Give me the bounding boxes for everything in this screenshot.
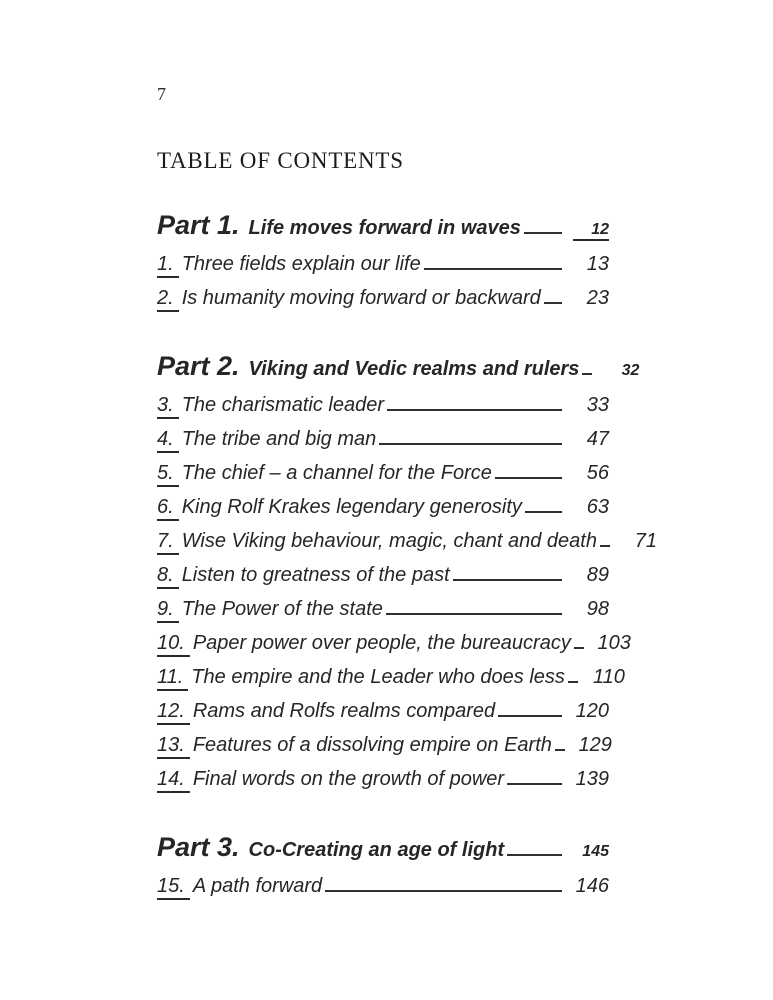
- entry-title: The chief – a channel for the Force: [181, 462, 492, 484]
- entry-title: Is humanity moving forward or backward: [181, 287, 541, 309]
- toc-entry[interactable]: [157, 598, 609, 621]
- entry-title: Rams and Rolfs realms compared: [192, 700, 496, 722]
- entry-page-number: 33: [586, 394, 609, 416]
- leader-line: [555, 749, 565, 751]
- entry-number: 7.: [157, 530, 179, 555]
- part-page-number: 145: [582, 843, 609, 860]
- leader-line: [582, 373, 592, 375]
- part-label: Part 2.: [157, 351, 240, 381]
- entry-page-number: 13: [586, 253, 609, 275]
- toc-entry[interactable]: [157, 768, 609, 791]
- entry-number: 5.: [157, 462, 179, 487]
- entry-page-number: 110: [593, 666, 625, 688]
- leader-line: [498, 715, 562, 717]
- entry-title: Three fields explain our life: [181, 253, 421, 275]
- entry-number: 2.: [157, 287, 179, 312]
- entry-page-number: 63: [586, 496, 609, 518]
- entry-page-number: 47: [586, 428, 609, 450]
- leader-line: [495, 477, 562, 479]
- part-label: Part 3.: [157, 832, 240, 862]
- leader-line: [574, 647, 584, 649]
- toc-part-heading[interactable]: [157, 832, 609, 864]
- entry-page-number: 98: [586, 598, 609, 620]
- entry-number: 8.: [157, 564, 179, 589]
- leader-line: [386, 613, 562, 615]
- entry-number: 14.: [157, 768, 190, 793]
- page-content: [157, 84, 657, 898]
- toc-entry[interactable]: [157, 462, 609, 485]
- entry-page-number: 56: [586, 462, 609, 484]
- toc-entry[interactable]: [157, 700, 609, 723]
- toc-entry[interactable]: [157, 632, 631, 655]
- entry-title: The tribe and big man: [181, 428, 377, 450]
- leader-line: [424, 268, 562, 270]
- entry-page-number: 103: [597, 632, 631, 654]
- entry-title: King Rolf Krakes legendary generosity: [181, 496, 522, 518]
- toc-entry[interactable]: [157, 253, 609, 276]
- entry-number: 12.: [157, 700, 190, 725]
- part-title: Life moves forward in waves: [248, 217, 521, 239]
- entry-page-number: 120: [575, 700, 609, 722]
- entry-page-number: 139: [575, 768, 609, 790]
- toc-entry[interactable]: [157, 496, 609, 519]
- toc-part-heading[interactable]: [157, 351, 640, 383]
- entry-page-number: 23: [586, 287, 609, 309]
- leader-line: [568, 681, 578, 683]
- entry-page-number: 71: [634, 530, 657, 552]
- part-page-number: 32: [621, 362, 640, 379]
- page-title: TABLE OF CONTENTS: [157, 148, 404, 173]
- leader-line: [525, 511, 562, 513]
- entry-number: 3.: [157, 394, 179, 419]
- entry-title: A path forward: [192, 875, 323, 897]
- leader-line: [387, 409, 562, 411]
- entry-title: Final words on the growth of power: [192, 768, 505, 790]
- toc-entry[interactable]: [157, 734, 612, 757]
- toc-entry[interactable]: [157, 287, 609, 310]
- part-title: Co-Creating an age of light: [248, 839, 505, 861]
- entry-page-number: 129: [578, 734, 612, 756]
- entry-title: The Power of the state: [181, 598, 383, 620]
- entry-title: The empire and the Leader who does less: [191, 666, 565, 688]
- part-page-number: 12: [573, 221, 609, 241]
- leader-line: [325, 890, 562, 892]
- entry-number: 13.: [157, 734, 190, 759]
- leader-line: [507, 854, 562, 856]
- entry-title: The charismatic leader: [181, 394, 384, 416]
- entry-title: Listen to greatness of the past: [181, 564, 450, 586]
- leader-line: [600, 545, 610, 547]
- leader-line: [507, 783, 562, 785]
- leader-line: [524, 232, 562, 234]
- toc-entry[interactable]: [157, 875, 609, 898]
- leader-line: [544, 302, 562, 304]
- toc-part-heading[interactable]: [157, 210, 609, 242]
- part-label: Part 1.: [157, 210, 240, 240]
- entry-number: 1.: [157, 253, 179, 278]
- toc-entry[interactable]: [157, 666, 625, 689]
- toc-entry[interactable]: [157, 394, 609, 417]
- entry-number: 9.: [157, 598, 179, 623]
- entry-page-number: 89: [586, 564, 609, 586]
- toc: [157, 210, 657, 898]
- leader-line: [379, 443, 562, 445]
- part-title: Viking and Vedic realms and rulers: [248, 358, 580, 380]
- entry-number: 4.: [157, 428, 179, 453]
- toc-entry[interactable]: [157, 530, 657, 553]
- page-corner-number: 7: [157, 84, 166, 104]
- entry-title: Features of a dissolving empire on Earth: [192, 734, 552, 756]
- entry-number: 6.: [157, 496, 179, 521]
- entry-number: 10.: [157, 632, 190, 657]
- entry-number: 11.: [157, 666, 188, 691]
- entry-number: 15.: [157, 875, 190, 900]
- entry-page-number: 146: [575, 875, 609, 897]
- entry-title: Wise Viking behaviour, magic, chant and death: [181, 530, 597, 552]
- toc-entry[interactable]: [157, 428, 609, 451]
- toc-entry[interactable]: [157, 564, 609, 587]
- leader-line: [453, 579, 562, 581]
- entry-title: Paper power over people, the bureaucracy: [192, 632, 571, 654]
